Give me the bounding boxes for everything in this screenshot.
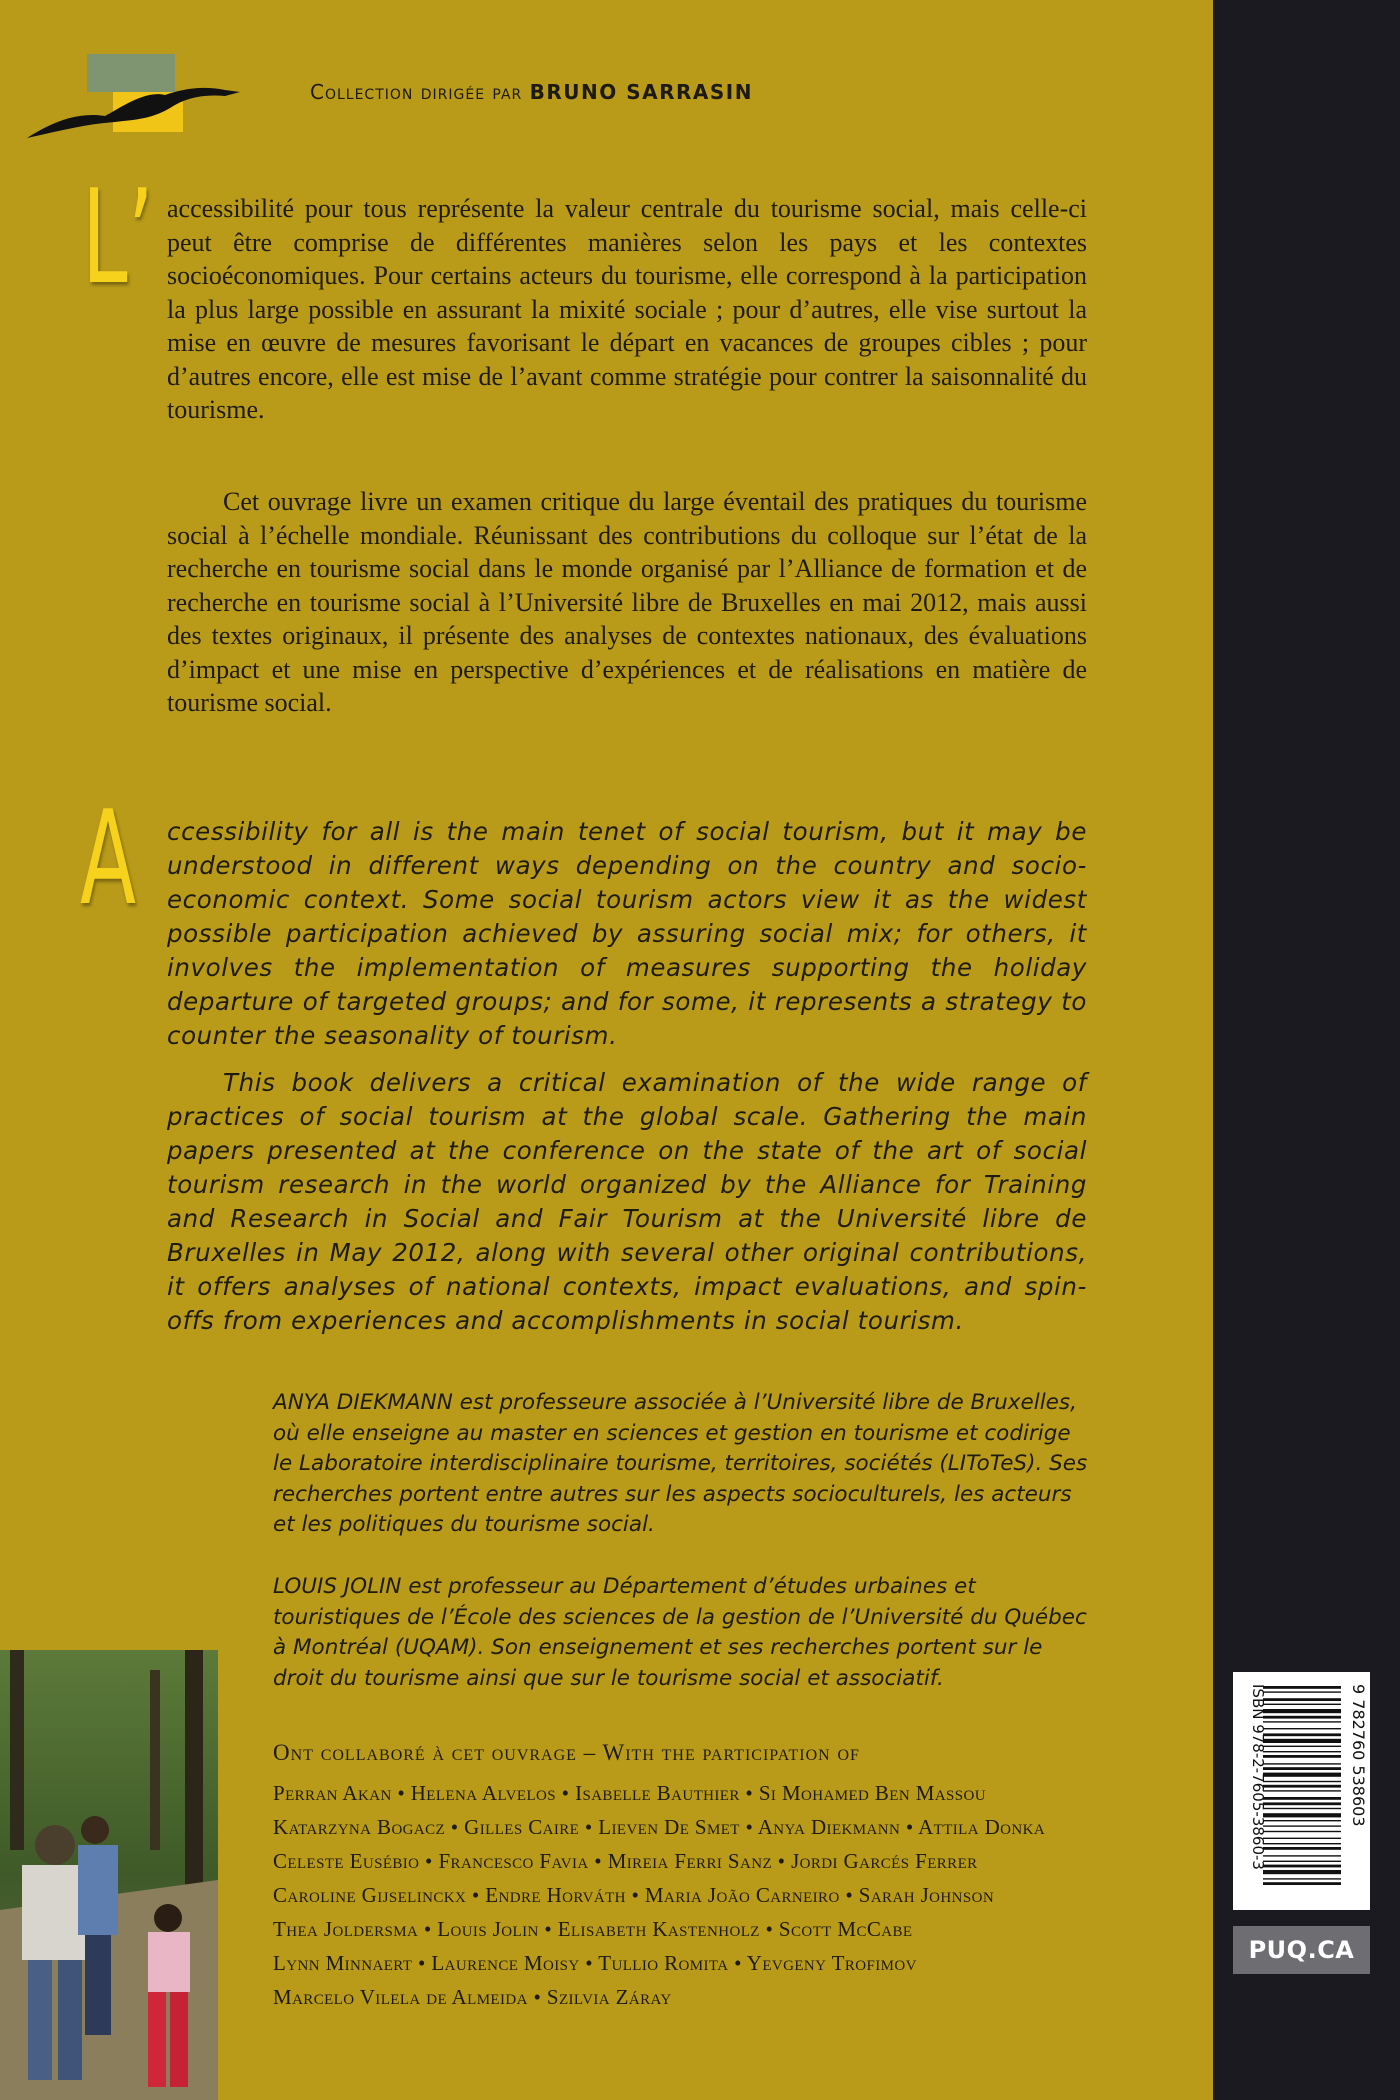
barcode-bar bbox=[1263, 1882, 1341, 1885]
contributors-heading: Ont collaboré à cet ouvrage – With the participation of bbox=[273, 1740, 860, 1765]
barcode-bar bbox=[1263, 1733, 1341, 1736]
contributors-block bbox=[273, 1740, 1073, 2014]
english-paragraph-1: ccessibility for all is the main tenet of social tourism, but it may be understood in different ways depending on the country and socio-economic context. Some social tourism actors view it as the widest possible participation achieved by assuring social mix; for others, it involves the implementation of measures supporting the holiday departure of targeted groups; and for some, it represents a strategy to counter the seasonality of tourism. bbox=[167, 817, 1087, 1050]
barcode-bar bbox=[1263, 1763, 1341, 1764]
collection-logo bbox=[25, 50, 275, 160]
barcode-bar bbox=[1263, 1751, 1341, 1752]
barcode-bar bbox=[1263, 1709, 1341, 1713]
barcode-bar bbox=[1263, 1773, 1341, 1777]
contributors-line: Caroline Gijselinckx • Endre Horváth • Maria João Carneiro • Sarah Johnson bbox=[273, 1883, 995, 1907]
barcode-bar bbox=[1263, 1739, 1341, 1743]
barcode-bar bbox=[1263, 1847, 1341, 1850]
english-dropcap: A bbox=[80, 782, 136, 934]
barcode-bars bbox=[1263, 1686, 1341, 1885]
barcode-bar bbox=[1263, 1808, 1341, 1809]
barcode-bar bbox=[1263, 1746, 1341, 1747]
barcode-graphic bbox=[1233, 1672, 1370, 1910]
barcode-bar bbox=[1263, 1838, 1341, 1839]
isbn-text: ISBN 978-2-7605-3860-3 bbox=[1249, 1684, 1267, 1870]
french-paragraph-1: accessibilité pour tous représente la valeur centrale du tourisme social, mais celle-ci peut être comprise de différentes manières selon les pays et les contextes socioéconomiques. Pour certains acteurs du tourisme, elle correspond à la participation la plus large possible en assurant la mixité sociale ; pour d’autres, elle vise surtout la mise en œuvre de mesures favorisant le départ en vacances de groupes cibles ; pour d’autres encore, elle est mise de l’avant comme stratégie pour contrer la saisonnalité du tourisme. bbox=[167, 194, 1087, 424]
barcode-bar bbox=[1263, 1704, 1341, 1705]
collection-prefix: Collection dirigée par bbox=[310, 80, 523, 104]
barcode-bar bbox=[1263, 1813, 1341, 1817]
barcode-bar bbox=[1263, 1691, 1341, 1692]
barcode-bar bbox=[1263, 1831, 1341, 1832]
collection-editor: BRUNO SARRASIN bbox=[529, 80, 753, 104]
contributors-line: Perran Akan • Helena Alvelos • Isabelle Bauthier • Si Mohamed Ben Massou bbox=[273, 1781, 987, 1805]
barcode-bar bbox=[1263, 1861, 1341, 1862]
contributors-line: Thea Joldersma • Louis Jolin • Elisabeth Kastenholz • Scott McCabe bbox=[273, 1917, 913, 1941]
barcode-bar bbox=[1263, 1698, 1341, 1701]
collection-line bbox=[310, 80, 753, 104]
french-paragraph-2: Cet ouvrage livre un examen critique du large éventail des pratiques du tourisme social à l’échelle mondiale. Réunissant des contributions du colloque sur l’état de la recherche en tourisme social dans le monde organisé par l’Alliance de formation et de recherche en tourisme social à l’Université libre de Bruxelles en mai 2012, mais aussi des textes originaux, il présente des analyses de contextes nationaux, des évaluations d’impact et une mise en perspective d’expériences et de réalisations en matière de tourisme social. bbox=[167, 487, 1087, 717]
barcode-bar bbox=[1263, 1820, 1341, 1821]
logo-green-block bbox=[87, 54, 175, 92]
author-bio-jolin: LOUIS JOLIN est professeur au Département d’études urbaines et touristiques de l’École des sciences de la gestion de l’Université du Québec à Montréal (UQAM). Son enseignement et ses recherches portent sur le droit du tourisme ainsi que sur le tourisme social et associatif. bbox=[273, 1574, 1087, 1691]
author-bio-diekmann: ANYA DIEKMANN est professeure associée à l’Université libre de Bruxelles, où elle enseigne au master en sciences et gestion en tourisme et codirige le Laboratoire interdisciplinaire tourisme, territoires, sociétés (LIToTeS). Ses recherches portent entre autres sur les aspects socioculturels, les acteurs et les politiques du tourisme social. bbox=[273, 1390, 1088, 1537]
barcode-bar bbox=[1263, 1865, 1341, 1868]
contributors-line: Celeste Eusébio • Francesco Favia • Mireia Ferri Sanz • Jordi Garcés Ferrer bbox=[273, 1849, 978, 1873]
barcode-bar bbox=[1263, 1755, 1341, 1758]
barcode-bar bbox=[1263, 1728, 1341, 1729]
barcode-bar bbox=[1263, 1686, 1341, 1689]
barcode-bar bbox=[1263, 1785, 1341, 1788]
barcode-bar bbox=[1263, 1802, 1341, 1805]
barcode-bar bbox=[1263, 1870, 1341, 1874]
contributors-line: Marcelo Vilela de Almeida • Szilvia Záray bbox=[273, 1985, 672, 2009]
contributors-line: Lynn Minnaert • Laurence Moisy • Tullio Romita • Yevgeny Trofimov bbox=[273, 1951, 917, 1975]
barcode-bar bbox=[1263, 1843, 1341, 1844]
cover-photo-forest-walk bbox=[0, 1650, 218, 2100]
barcode-bar bbox=[1263, 1790, 1341, 1791]
barcode-bar bbox=[1263, 1716, 1341, 1719]
english-paragraph-2: This book delivers a critical examination of the wide range of practices of social tourism at the global scale. Gathering the main papers presented at the conference on the state of the art of social tourism research in the world organized by the Alliance for Training and Research in Social and Fair Tourism at the Université libre de Bruxelles in May 2012, along with several other original contributions, it offers analyses of national contexts, impact evaluations, and spin-offs from experiences and accomplishments in social tourism. bbox=[167, 1068, 1087, 1335]
barcode-digits: 9 782760 538603 bbox=[1349, 1684, 1368, 1827]
isbn-barcode bbox=[1233, 1672, 1370, 1910]
barcode-bar bbox=[1263, 1878, 1341, 1879]
contributors-line: Katarzyna Bogacz • Gilles Caire • Lieven De Smet • Anya Diekmann • Attila Donka bbox=[273, 1815, 1046, 1839]
barcode-bar bbox=[1263, 1825, 1341, 1826]
barcode-bar bbox=[1263, 1855, 1341, 1856]
barcode-bar bbox=[1263, 1721, 1341, 1722]
barcode-bar bbox=[1263, 1797, 1341, 1800]
french-dropcap: L’ bbox=[82, 161, 154, 313]
barcode-bar bbox=[1263, 1781, 1341, 1782]
barcode-bar bbox=[1263, 1767, 1341, 1770]
publisher-website[interactable]: PUQ.CA bbox=[1233, 1926, 1370, 1974]
